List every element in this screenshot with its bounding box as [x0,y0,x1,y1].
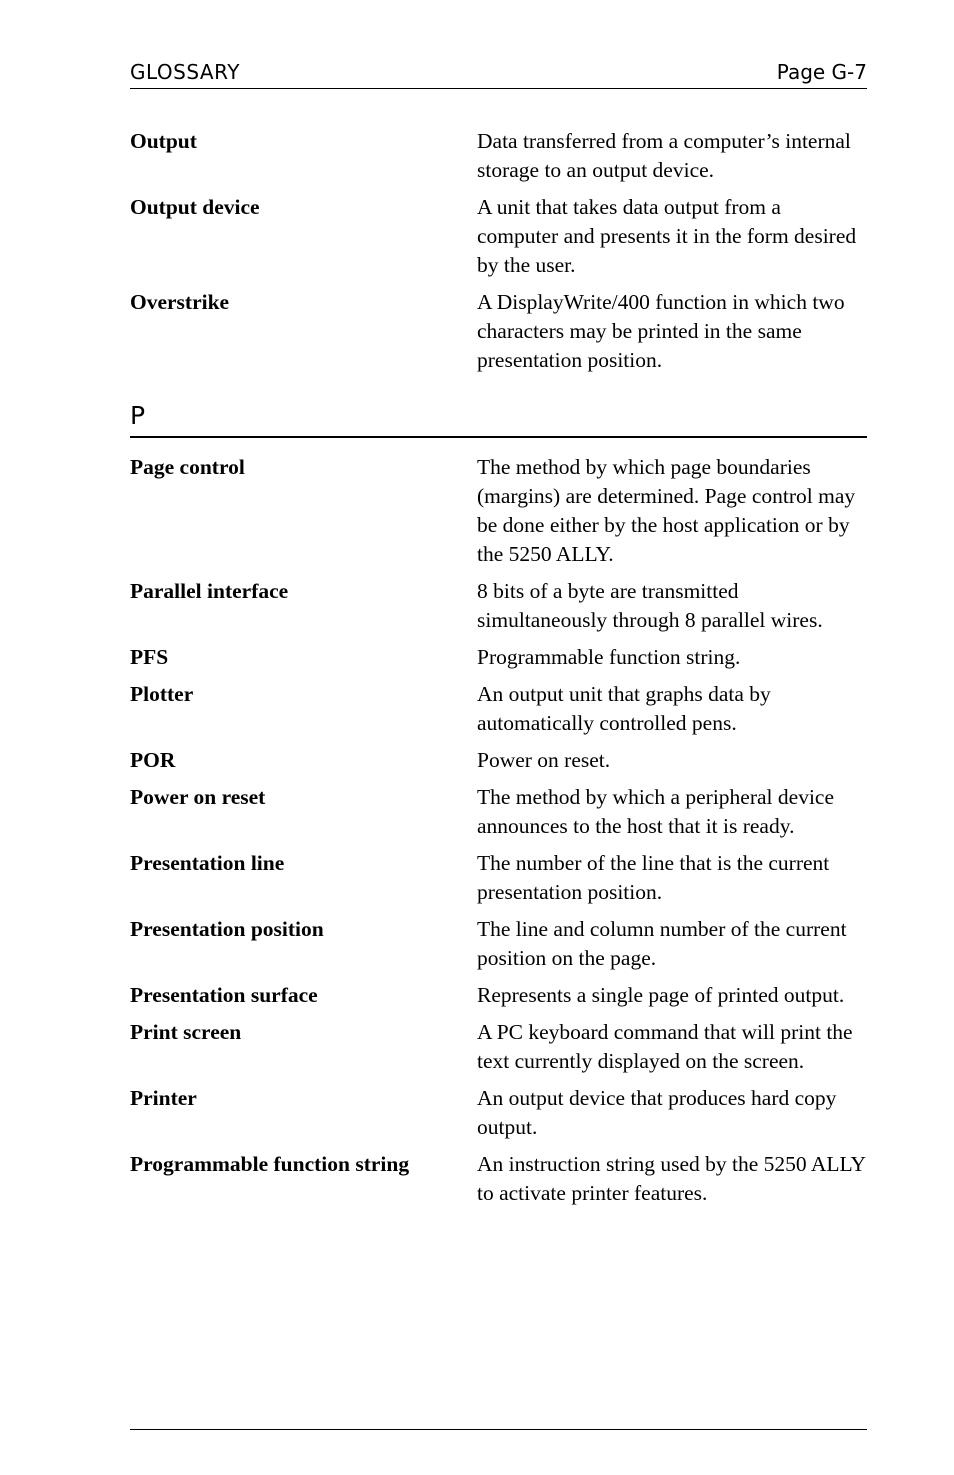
glossary-definition: 8 bits of a byte are transmitted simultaneously through 8 parallel wires. [477,579,823,632]
glossary-definition: The number of the line that is the current presentation position. [477,851,830,904]
glossary-definition: A PC keyboard command that will print the text currently displayed on the screen. [477,1020,853,1073]
section-letter-heading: P [130,400,867,438]
glossary-entry [130,981,867,1010]
glossary-entry [130,577,867,635]
glossary-term: Print screen [130,1020,242,1044]
glossary-entry [130,783,867,841]
glossary-term: Output [130,129,197,153]
glossary-term: POR [130,748,176,772]
glossary-term: Page control [130,455,245,479]
glossary-entries-p [130,453,867,1216]
glossary-entry [130,127,867,185]
glossary-term: Printer [130,1086,197,1110]
glossary-entry [130,1084,867,1142]
glossary-definition: An instruction string used by the 5250 ALLY to activate printer features. [477,1152,866,1205]
glossary-entry [130,193,867,280]
glossary-entries-o [130,127,867,383]
glossary-term: Presentation surface [130,983,318,1007]
glossary-term: Presentation line [130,851,285,875]
glossary-term: Presentation position [130,917,324,941]
glossary-entry [130,643,867,672]
header-page-number: Page G-7 [776,60,867,84]
glossary-entry [130,453,867,569]
glossary-term: Parallel interface [130,579,289,603]
glossary-entry [130,1150,867,1208]
glossary-entry [130,746,867,775]
glossary-definition: A unit that takes data output from a computer and presents it in the form desired by the user. [477,195,857,277]
glossary-entry [130,680,867,738]
glossary-term: PFS [130,645,169,669]
glossary-definition: Power on reset. [477,748,611,772]
glossary-definition: An output device that produces hard copy output. [477,1086,837,1139]
header-section-title: GLOSSARY [130,60,240,84]
glossary-entry [130,849,867,907]
glossary-definition: The line and column number of the current position on the page. [477,917,847,970]
glossary-definition: The method by which a peripheral device announces to the host that it is ready. [477,785,834,838]
glossary-term: Plotter [130,682,194,706]
glossary-definition: The method by which page boundaries (margins) are determined. Page control may be done either by the host application or by the 5250 ALLY. [477,455,856,566]
glossary-entry [130,915,867,973]
glossary-entry [130,288,867,375]
running-header [130,58,867,89]
glossary-page [130,0,867,1475]
glossary-definition: Represents a single page of printed output. [477,983,845,1007]
glossary-definition: A DisplayWrite/400 function in which two characters may be printed in the same presentation position. [477,290,845,372]
glossary-entry [130,1018,867,1076]
glossary-term: Overstrike [130,290,230,314]
glossary-definition: Programmable function string. [477,645,741,669]
glossary-definition: An output unit that graphs data by automatically controlled pens. [477,682,771,735]
glossary-term: Power on reset [130,785,266,809]
glossary-term: Programmable function string [130,1152,410,1176]
glossary-definition: Data transferred from a computer’s internal storage to an output device. [477,129,851,182]
glossary-term: Output device [130,195,260,219]
footer-rule [130,1429,867,1430]
